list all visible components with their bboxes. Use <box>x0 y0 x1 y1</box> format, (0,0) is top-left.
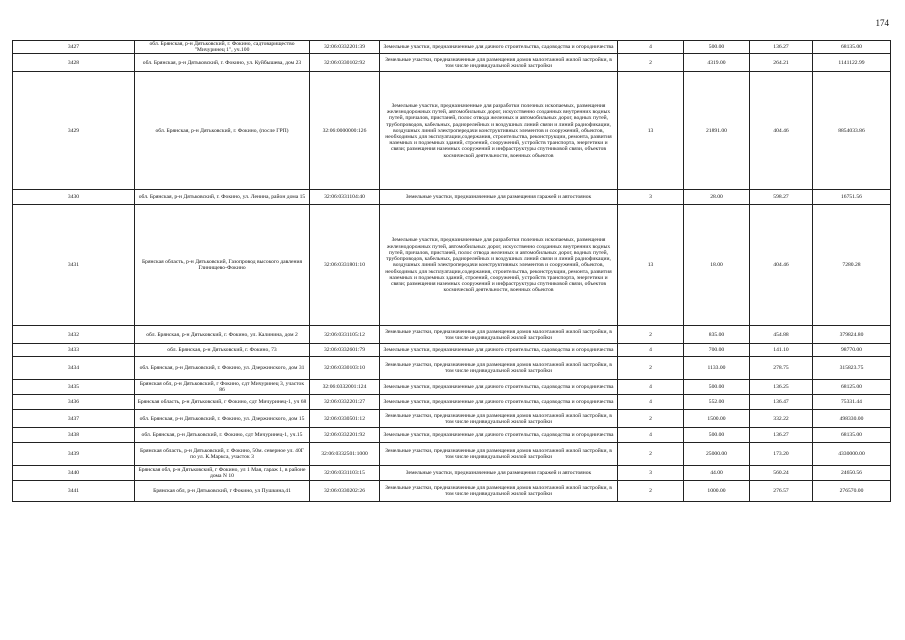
land-use-cell: Земельные участки, предназначенные для размещения домов малоэтажной жилой застройки, в том числе индивидуальной жилой застройки <box>380 54 618 72</box>
cadastral-number-cell: 32:06:0331801:10 <box>310 205 380 326</box>
area-cell: 700.00 <box>684 344 750 357</box>
cadastral-number-cell: 32:06:0332201:92 <box>310 428 380 443</box>
table-row <box>13 395 891 410</box>
land-use-cell: Земельные участки, предназначенные для разработки полезных ископаемых, размещения железнодорожных путей, автомобильных дорог, искусственно созданных внутренних водных путей, причалов, пристаней, полос отвода железных и автомобильных дорог, водных путей, трубопроводов, кабельных, радиорелейных и воздушных линий связи и линий радиофикации, воздушных линий электропередачи конструктивных элементов и сооружений, объектов, необходимых для эксплуатации,содержания, строительства, реконструкции, ремонта, развития наземных и подземных зданий, строений, сооружений, устройств транспорта, энергетики и связи; размещения наземных сооружений и инфраструктуры спутниковой связи, объектов космической деятельности, военных объектов <box>380 205 618 326</box>
table-row <box>13 443 891 466</box>
specific-value-cell: 276.57 <box>750 481 813 502</box>
area-cell: 28.00 <box>684 190 750 205</box>
row-id: 3434 <box>13 357 135 380</box>
land-group-code-cell: 2 <box>618 443 684 466</box>
land-use-cell: Земельные участки, предназначенные для разработки полезных ископаемых, размещения железнодорожных путей, автомобильных дорог, искусственно созданных внутренних водных путей, причалов, пристаней, полос отвода железных и автомобильных дорог, водных путей, трубопроводов, кабельных, радиорелейных и воздушных линий связи и линий радиофикации, воздушных линий электропередачи конструктивных элементов и сооружений, объектов, необходимых для эксплуатации,содержания, строительства, реконструкции, ремонта, развития наземных и подземных зданий, строений, сооружений, устройств транспорта, энергетики и связи; размещения наземных сооружений и инфраструктуры спутниковой связи, объектов космической деятельности, военных объектов <box>380 72 618 190</box>
specific-value-cell: 332.22 <box>750 410 813 428</box>
cadastral-number-cell: 32:06:0332501:1000 <box>310 443 380 466</box>
area-cell: 18.00 <box>684 205 750 326</box>
cadastral-value-cell: 8854033.86 <box>813 72 891 190</box>
address-cell: обл. Брянская, р-н Дятьковский, г. Фокино, ул. Дзержинского, дом 31 <box>135 357 310 380</box>
land-group-code-cell: 2 <box>618 326 684 344</box>
land-use-cell: Земельные участки, предназначенные для размещения гаражей и автостоянок <box>380 190 618 205</box>
table-body <box>13 41 891 502</box>
land-group-code-cell: 3 <box>618 466 684 481</box>
cadastral-value-cell: 98770.00 <box>813 344 891 357</box>
land-registry-table <box>12 40 891 502</box>
row-id: 3433 <box>13 344 135 357</box>
table-row <box>13 481 891 502</box>
area-cell: 21891.00 <box>684 72 750 190</box>
cadastral-value-cell: 4330000.00 <box>813 443 891 466</box>
address-cell: Брянская обл, р-н Дятьковский, г Фокино, ул Пушкина,41 <box>135 481 310 502</box>
area-cell: 1500.00 <box>684 410 750 428</box>
table-row <box>13 54 891 72</box>
land-group-code-cell: 2 <box>618 410 684 428</box>
cadastral-value-cell: 68135.00 <box>813 41 891 54</box>
area-cell: 25000.00 <box>684 443 750 466</box>
cadastral-value-cell: 1141122.99 <box>813 54 891 72</box>
row-id: 3428 <box>13 54 135 72</box>
specific-value-cell: 136.47 <box>750 395 813 410</box>
table-row <box>13 357 891 380</box>
land-use-cell: Земельные участки, предназначенные для размещения домов малоэтажной жилой застройки, в том числе индивидуальной жилой застройки <box>380 357 618 380</box>
row-id: 3427 <box>13 41 135 54</box>
page-number: 174 <box>875 18 889 28</box>
table-row <box>13 380 891 395</box>
specific-value-cell: 560.24 <box>750 466 813 481</box>
address-cell: Брянская область, р-н Дятьковский, г Фокино, сдт Мичуринец-1, уч 68 <box>135 395 310 410</box>
row-id: 3429 <box>13 72 135 190</box>
area-cell: 44.00 <box>684 466 750 481</box>
table-row <box>13 72 891 190</box>
specific-value-cell: 173.20 <box>750 443 813 466</box>
table-row <box>13 466 891 481</box>
land-use-cell: Земельные участки, предназначенные для дачного строительства, садоводства и огородничества <box>380 380 618 395</box>
row-id: 3435 <box>13 380 135 395</box>
row-id: 3431 <box>13 205 135 326</box>
land-group-code-cell: 4 <box>618 395 684 410</box>
land-group-code-cell: 2 <box>618 54 684 72</box>
area-cell: 835.00 <box>684 326 750 344</box>
cadastral-number-cell: 32:06:0332201:39 <box>310 41 380 54</box>
cadastral-number-cell: 32:06:0000000:126 <box>310 72 380 190</box>
address-cell: обл. Брянская, р-н Дятьковский, г. Фокино, ул. Ленина, район дома 15 <box>135 190 310 205</box>
address-cell: обл. Брянская, р-н Дятьковский, г. Фокино, садтовариществo "Мичуринец 1", уч.100 <box>135 41 310 54</box>
specific-value-cell: 404.46 <box>750 205 813 326</box>
land-group-code-cell: 13 <box>618 205 684 326</box>
land-use-cell: Земельные участки, предназначенные для размещения домов малоэтажной жилой застройки, в том числе индивидуальной жилой застройки <box>380 326 618 344</box>
table-row <box>13 326 891 344</box>
area-cell: 500.00 <box>684 41 750 54</box>
cadastral-value-cell: 24650.56 <box>813 466 891 481</box>
land-group-code-cell: 4 <box>618 428 684 443</box>
address-cell: Брянская область, р-н Дятьковский, Газопровод высокого давления Глинищево-Фокино <box>135 205 310 326</box>
address-cell: обл. Брянская, р-н Дятьковский, г. Фокино, ул. Дзержинского, дом 15 <box>135 410 310 428</box>
cadastral-number-cell: 32:06:0330102:92 <box>310 54 380 72</box>
row-id: 3430 <box>13 190 135 205</box>
address-cell: Брянская обл, р-н Дятьковский, г Фокино, сдт Мичуринец 3, участок 86 <box>135 380 310 395</box>
specific-value-cell: 454.88 <box>750 326 813 344</box>
specific-value-cell: 404.46 <box>750 72 813 190</box>
cadastral-value-cell: 315823.75 <box>813 357 891 380</box>
cadastral-number-cell: 32:06:0331103:15 <box>310 466 380 481</box>
cadastral-value-cell: 68135.00 <box>813 428 891 443</box>
area-cell: 552.00 <box>684 395 750 410</box>
address-cell: обл. Брянская, р-н Дятьковский, г. Фокино, (после ГРП) <box>135 72 310 190</box>
table-row <box>13 41 891 54</box>
cadastral-value-cell: 276570.00 <box>813 481 891 502</box>
specific-value-cell: 136.25 <box>750 380 813 395</box>
address-cell: Брянская обл, р-н Дятьковский, г Фокино, ул 1 Мая, гараж 1, в районе дома N 10 <box>135 466 310 481</box>
address-cell: обл. Брянская, р-н Дятьковский, г. Фокино, сдт Мичуринец-1, уч.15 <box>135 428 310 443</box>
area-cell: 1133.00 <box>684 357 750 380</box>
cadastral-number-cell: 32:06:0331104:40 <box>310 190 380 205</box>
land-group-code-cell: 4 <box>618 380 684 395</box>
cadastral-number-cell: 32:06:0332201:27 <box>310 395 380 410</box>
cadastral-number-cell: 32:06:0330202:26 <box>310 481 380 502</box>
address-cell: обл. Брянская, р-н Дятьковский, г. Фокино, ул. Куйбышева, дом 23 <box>135 54 310 72</box>
row-id: 3438 <box>13 428 135 443</box>
table-row <box>13 190 891 205</box>
address-cell: обл. Брянская, р-н Дятьковский, г. Фокино, 73 <box>135 344 310 357</box>
land-group-code-cell: 4 <box>618 41 684 54</box>
cadastral-value-cell: 16751.56 <box>813 190 891 205</box>
area-cell: 1000.00 <box>684 481 750 502</box>
land-group-code-cell: 4 <box>618 344 684 357</box>
row-id: 3441 <box>13 481 135 502</box>
land-use-cell: Земельные участки, предназначенные для размещения гаражей и автостоянок <box>380 466 618 481</box>
table-row <box>13 428 891 443</box>
specific-value-cell: 136.27 <box>750 428 813 443</box>
specific-value-cell: 264.21 <box>750 54 813 72</box>
land-use-cell: Земельные участки, предназначенные для размещения домов малоэтажной жилой застройки, в том числе индивидуальной жилой застройки <box>380 410 618 428</box>
land-use-cell: Земельные участки, предназначенные для дачного строительства, садоводства и огородничества <box>380 41 618 54</box>
row-id: 3436 <box>13 395 135 410</box>
cadastral-value-cell: 498330.00 <box>813 410 891 428</box>
land-use-cell: Земельные участки, предназначенные для размещения домов малоэтажной жилой застройки, в том числе индивидуальной жилой застройки <box>380 443 618 466</box>
area-cell: 500.00 <box>684 428 750 443</box>
specific-value-cell: 598.27 <box>750 190 813 205</box>
specific-value-cell: 141.10 <box>750 344 813 357</box>
cadastral-number-cell: 32:06:0330103:10 <box>310 357 380 380</box>
area-cell: 4319.00 <box>684 54 750 72</box>
cadastral-value-cell: 379824.80 <box>813 326 891 344</box>
cadastral-value-cell: 68125.00 <box>813 380 891 395</box>
specific-value-cell: 136.27 <box>750 41 813 54</box>
row-id: 3437 <box>13 410 135 428</box>
land-group-code-cell: 2 <box>618 357 684 380</box>
land-group-code-cell: 2 <box>618 481 684 502</box>
cadastral-value-cell: 75331.44 <box>813 395 891 410</box>
cadastral-value-cell: 7280.28 <box>813 205 891 326</box>
row-id: 3440 <box>13 466 135 481</box>
land-use-cell: Земельные участки, предназначенные для размещения домов малоэтажной жилой застройки, в том числе индивидуальной жилой застройки <box>380 481 618 502</box>
table-row <box>13 344 891 357</box>
land-use-cell: Земельные участки, предназначенные для дачного строительства, садоводства и огородничества <box>380 344 618 357</box>
row-id: 3439 <box>13 443 135 466</box>
cadastral-number-cell: 32:06:0332601:79 <box>310 344 380 357</box>
table-row <box>13 410 891 428</box>
specific-value-cell: 278.75 <box>750 357 813 380</box>
cadastral-number-cell: 32:06:0331105:12 <box>310 326 380 344</box>
land-group-code-cell: 3 <box>618 190 684 205</box>
address-cell: обл. Брянская, р-н Дятьковский, г. Фокино, ул. Калинина, дом 2 <box>135 326 310 344</box>
area-cell: 500.00 <box>684 380 750 395</box>
row-id: 3432 <box>13 326 135 344</box>
address-cell: Брянская область, р-н Дятьковский, г. Фокино, 50м. северное ул. 40Г по ул. К.Маркса, участок 3 <box>135 443 310 466</box>
land-group-code-cell: 13 <box>618 72 684 190</box>
table-row <box>13 205 891 326</box>
land-use-cell: Земельные участки, предназначенные для дачного строительства, садоводства и огородничества <box>380 428 618 443</box>
cadastral-number-cell: 32:06:0332001:124 <box>310 380 380 395</box>
cadastral-number-cell: 32:06:0330501:12 <box>310 410 380 428</box>
land-use-cell: Земельные участки, предназначенные для дачного строительства, садоводства и огородничества <box>380 395 618 410</box>
